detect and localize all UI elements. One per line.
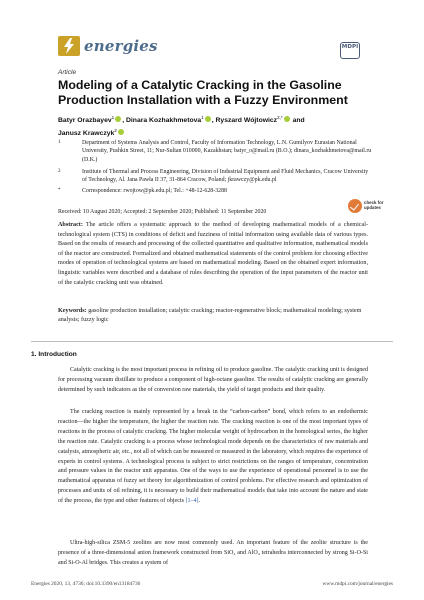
orcid-icon[interactable] [284,116,290,122]
correspondence [58,187,372,195]
abstract-text: The article offers a systematic approach to the method of developing mathematical models of a chemical-technological system (CTS) in conditions of deficit and fuzziness of initial information using available data of various types. Based on the results of research and processing of the collected quantitative and qualitative information, mathematical models of the reactor are constructed. Formalized and obtained mathematical statements of the control problem for choosing effective modes of operation of technological systems are based on mathematical modeling. Based on the obtained expert information, linguistic variables were described and a database of rules describing the operation of the input parameters of the reactor unit of the catalytic cracking unit was obtained. [58,222,368,286]
affiliation-number: 2 [58,169,61,174]
author-name[interactable]: Ryszard Wójtowicz [215,116,278,124]
correspondence-text: Correspondence: rwojtow@pk.edu.pl; Tel.: +48-12-628-3288 [82,188,227,194]
body-paragraph: Catalytic cracking is the most important process in refining oil to produce gasoline. The catalytic cracking unit is designed for processing vacuum distillate to produce a component of high-octane gasoline. The results of catalytic cracking are generally determined by such indicators as the of conversion raw materials, the yield of target products and their quality. [58,367,368,393]
body-paragraph-text: The cracking reaction is mainly represented by a break in the “carbon-carbon” bond, which refers to an endothermic reaction—the higher the temperature, the higher the reaction rate. The cracking reaction is one of the most important types of reactions in the process of catalytic cracking. The higher molecular weight of hydrocarbon in the homological series, the higher the reaction rate. Catalytic cracking is a process whose technological mode depends on the characteristics of raw materials and catalysts, atmospheric air, etc., not all of which can be measured or measured in the laboratory, which requires the experience of experts in control systems. A technological process is subject to strict restrictions on the ranges of temperature, concentration and pressure values in the reactor unit apparatus. One of the ways to use the experience of operational personnel is to use the mathematical apparatus of fuzzy set theory for algorithmization of control problems. For effective research and optimization of processes and units of oil refining, it is necessary to build their mathematical models that take into account the nature and state of the process, the type and other features of objects [58,409,368,505]
check-updates-line1: check for [364,200,384,205]
keywords [58,307,368,326]
affiliation [58,168,372,185]
orcid-icon[interactable] [118,129,124,135]
journal-logo-icon [58,36,80,56]
affiliation-text: Department of Systems Analysis and Control, Faculty of Information Technology, L.N. Gumilyov Eurasian National University, Pushkin Street, 11; Nur-Sultan 010000, Kazakhstan; batyr_o@mail.ru (B.O.); dinara_kozhakhmetova@mail.ru (D.K.) [82,140,372,163]
author-separator: , [211,116,216,124]
check-updates-label [364,200,394,210]
keywords-label: Keywords: [58,308,87,314]
journal-name: energies [84,37,158,55]
page-footer [31,581,393,591]
author-separator: , [122,116,126,124]
affiliation-number: * [58,188,61,193]
author-separator: and [290,116,305,124]
check-updates-icon [348,199,362,213]
publication-dates: Received: 10 August 2020; Accepted: 2 September 2020; Published: 11 September 2020 [58,209,267,215]
affiliation-number: 1 [58,140,61,145]
check-updates-line2: updates [364,205,381,210]
section-divider [31,341,393,342]
abstract [58,221,368,288]
lightning-bolt-icon [58,36,80,56]
author-name[interactable]: Dinara Kozhakhmetova [126,116,202,124]
body-paragraph: Ultra-high-silica ZSM-5 zeolites are now most commonly used. An important feature of the zeolite structure is the presence of a three-dimensional anion framework constructed from SiO₄ and AlO₄ tetrahedra interconnected by strong Si-O-Si and Si-O-Al bridges. This creates a system of [58,540,368,566]
affiliation-text: Institute of Thermal and Process Engineering, Division of Industrial Equipment and Fluid Mechanics, Cracow University of Technology, Al. Jana Pawła II 37, 31-864 Cracow, Poland; jkrawczy@pk.edu.pl [82,169,369,184]
author-name[interactable]: Batyr Orazbayev [58,116,112,124]
orcid-icon[interactable] [205,116,211,122]
citation-link[interactable]: [1–4] [185,498,199,505]
abstract-label: Abstract: [58,222,83,228]
article-title: Modeling of a Catalytic Cracking in the Gasoline Production Installation with a Fuzzy Environment [58,78,348,107]
orcid-icon[interactable] [115,116,121,122]
keywords-text: gasoline production installation; catalytic cracking; reactor-regenerative block; mathematical modeling; system analysis; fuzzy logic [58,308,362,324]
publisher-logo-text: MDPI [341,44,359,50]
publisher-logo-icon [340,42,360,59]
affiliation [58,139,372,164]
author-affiliation-mark: 2 [114,127,117,133]
author-affiliation-mark: 1 [201,115,204,120]
author-list [58,113,368,139]
footer-citation: Energies 2020, 13, 4736; doi:10.3390/en13184736 [31,581,141,587]
body-paragraph-end: . [198,498,201,505]
author-affiliation-mark: 2,* [277,115,283,120]
check-for-updates-badge[interactable] [348,198,384,218]
section-heading: 1. Introduction [31,351,77,358]
article-type: Article [58,69,77,76]
footer-journal-url[interactable]: www.mdpi.com/journal/energies [322,581,393,587]
author-name[interactable]: Janusz Krawczyk [58,129,115,137]
body-paragraph [58,408,368,507]
author-affiliation-mark: 1 [111,115,115,120]
